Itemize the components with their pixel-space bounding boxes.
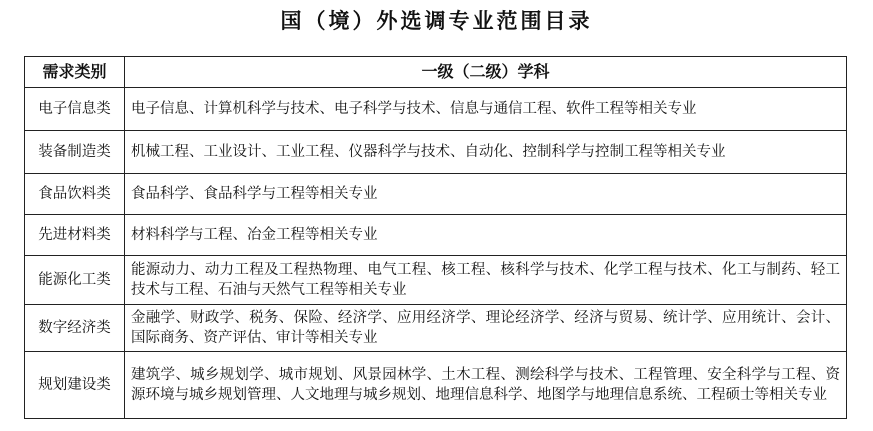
- category-cell: 先进材料类: [25, 215, 125, 256]
- table-row: [25, 174, 847, 215]
- category-cell: 食品饮料类: [25, 174, 125, 215]
- category-cell: 数字经济类: [25, 305, 125, 352]
- table-header-row: [25, 57, 847, 88]
- table-row: [25, 88, 847, 131]
- table-row: [25, 305, 847, 352]
- table-row: [25, 352, 847, 419]
- category-cell: 电子信息类: [25, 88, 125, 131]
- subjects-cell: 能源动力、动力工程及工程热物理、电气工程、核工程、核科学与技术、化学工程与技术、化工与制药、轻工技术与工程、石油与天然气工程等相关专业: [125, 256, 847, 305]
- category-cell: 能源化工类: [25, 256, 125, 305]
- subjects-cell: 金融学、财政学、税务、保险、经济学、应用经济学、理论经济学、经济与贸易、统计学、应用统计、会计、国际商务、资产评估、审计等相关专业: [125, 305, 847, 352]
- category-cell: 装备制造类: [25, 131, 125, 174]
- table-row: [25, 131, 847, 174]
- subjects-cell: 食品科学、食品科学与工程等相关专业: [125, 174, 847, 215]
- subjects-cell: 材料科学与工程、冶金工程等相关专业: [125, 215, 847, 256]
- header-subjects: 一级（二级）学科: [125, 57, 847, 88]
- category-cell: 规划建设类: [25, 352, 125, 419]
- subjects-cell: 电子信息、计算机科学与技术、电子科学与技术、信息与通信工程、软件工程等相关专业: [125, 88, 847, 131]
- subjects-cell: 建筑学、城乡规划学、城市规划、风景园林学、土木工程、测绘科学与技术、工程管理、安全科学与工程、资源环境与城乡规划管理、人文地理与城乡规划、地理信息科学、地图学与地理信息系统、工程硕士等相关专业: [125, 352, 847, 419]
- table-row: [25, 215, 847, 256]
- major-catalog-table: [24, 56, 847, 419]
- subjects-cell: 机械工程、工业设计、工业工程、仪器科学与技术、自动化、控制科学与控制工程等相关专业: [125, 131, 847, 174]
- table-row: [25, 256, 847, 305]
- header-category: 需求类别: [25, 57, 125, 88]
- document-title: 国（境）外选调专业范围目录: [280, 9, 593, 33]
